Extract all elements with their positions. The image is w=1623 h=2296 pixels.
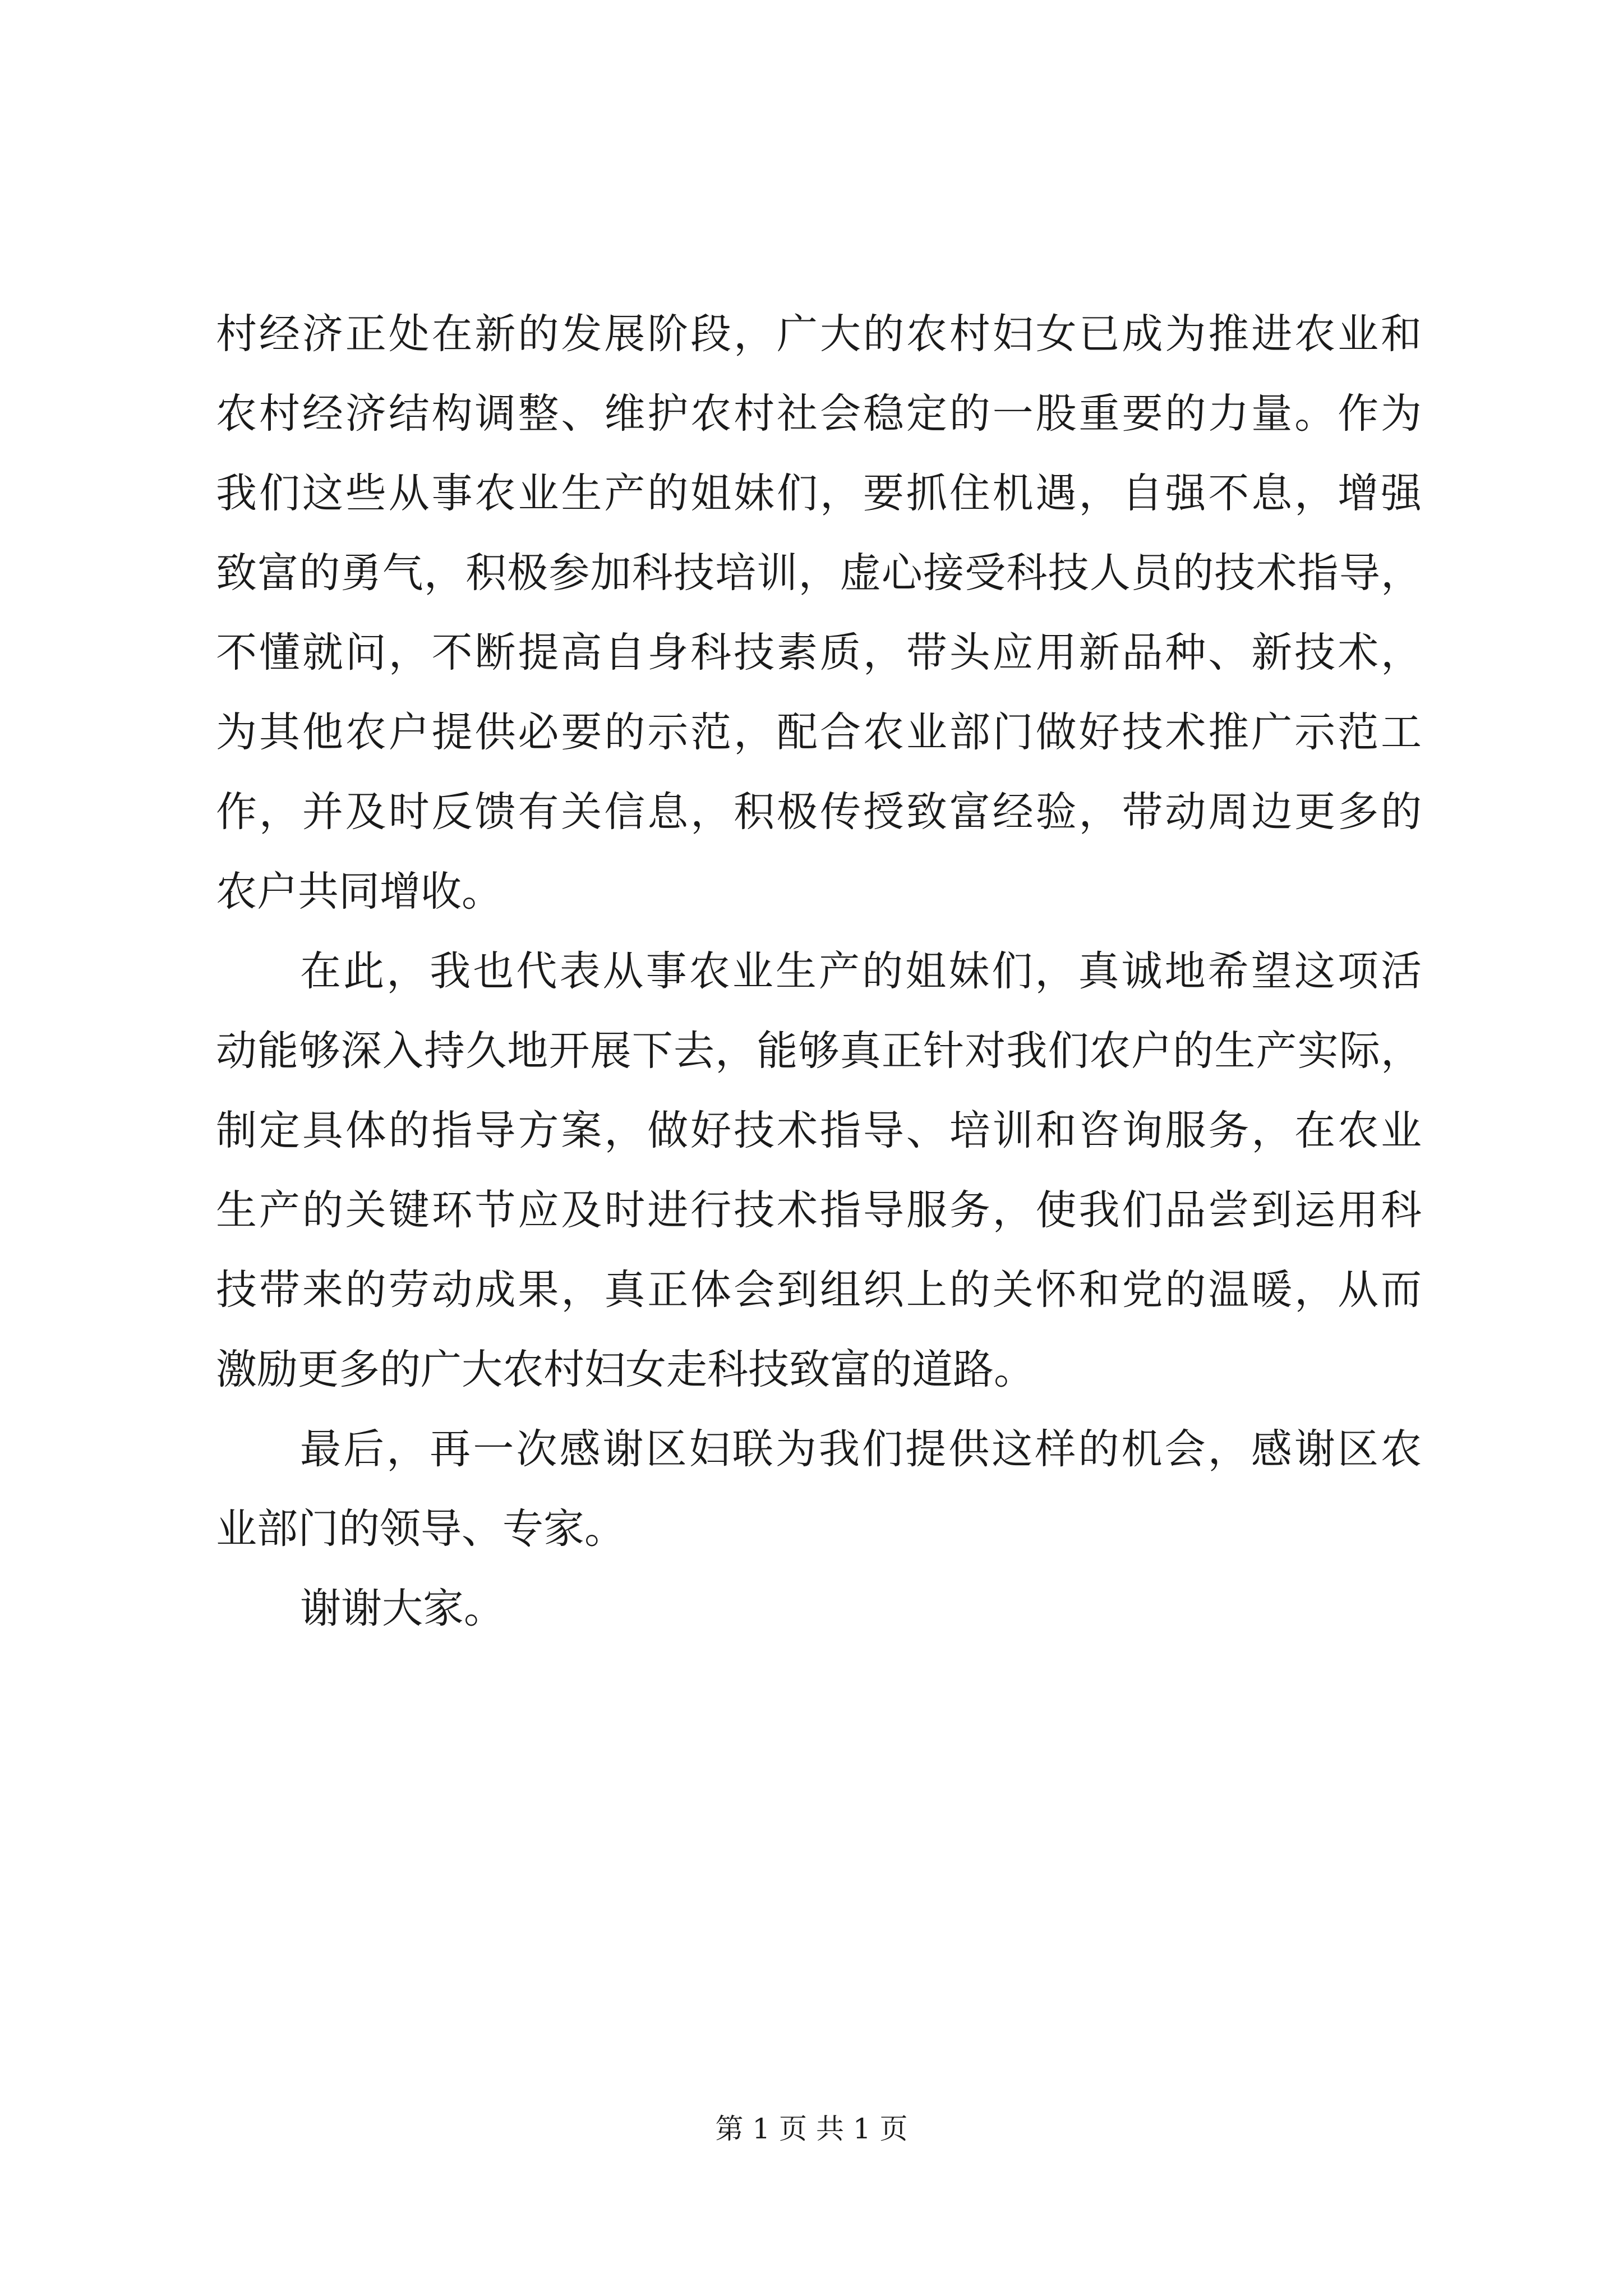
text-line: 技带来的劳动成果，真正体会到组织上的关怀和党的温暖，从而: [216, 1266, 1422, 1314]
text-line: 制定具体的指导方案，做好技术指导、培训和咨询服务，在农业: [216, 1107, 1422, 1154]
text-line: 为其他农户提供必要的示范，配合农业部门做好技术推广示范工: [216, 708, 1422, 756]
text-line: 我们这些从事农业生产的姐妹们，要抓住机遇，自强不息，增强: [216, 470, 1422, 517]
text-line: 动能够深入持久地开展下去，能够真正针对我们农户的生产实际，: [216, 1027, 1422, 1075]
text-line: 谢谢大家。: [300, 1585, 505, 1632]
text-line: 最后，再一次感谢区妇联为我们提供这样的机会，感谢区农: [300, 1425, 1422, 1473]
text-line: 致富的勇气，积极参加科技培训，虚心接受科技人员的技术指导，: [216, 549, 1422, 597]
text-line: 农户共同增收。: [216, 868, 502, 915]
text-line: 不懂就问，不断提高自身科技素质，带头应用新品种、新技术，: [216, 629, 1422, 677]
document-body: [216, 295, 1422, 1649]
text-line: 在此，我也代表从事农业生产的姐妹们，真诚地希望这项活: [300, 947, 1422, 995]
text-line: 作，并及时反馈有关信息，积极传授致富经验，带动周边更多的: [216, 788, 1422, 836]
text-line: 业部门的领导、专家。: [216, 1505, 625, 1553]
text-line: 农村经济结构调整、维护农村社会稳定的一股重要的力量。作为: [216, 390, 1422, 438]
text-line: 村经济正处在新的发展阶段，广大的农村妇女已成为推进农业和: [216, 310, 1422, 358]
page-number-footer: 第 1 页 共 1 页: [715, 2113, 908, 2145]
text-line: 生产的关键环节应及时进行技术指导服务，使我们品尝到运用科: [216, 1186, 1422, 1234]
text-line: 激励更多的广大农村妇女走科技致富的道路。: [216, 1346, 1035, 1393]
